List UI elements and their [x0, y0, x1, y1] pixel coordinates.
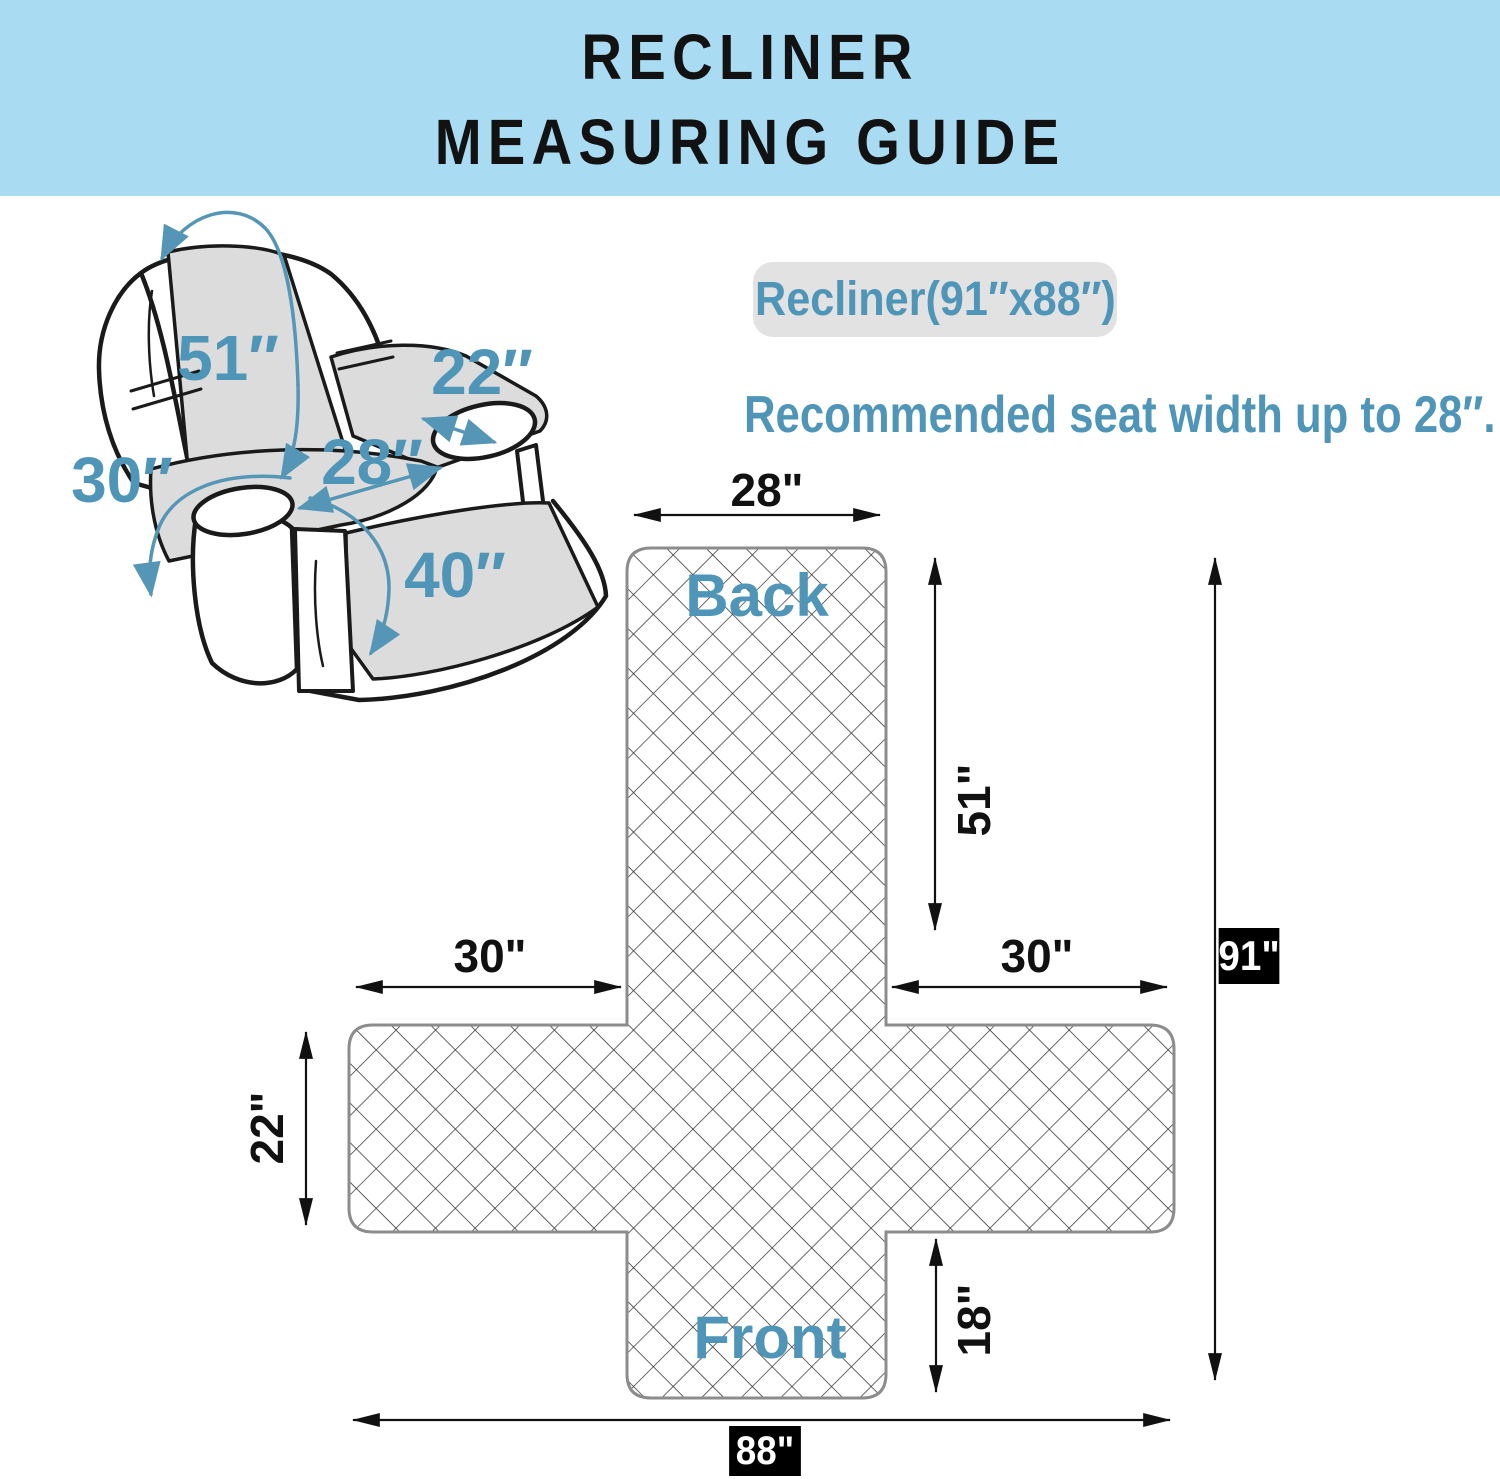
size-pill [753, 262, 1117, 337]
total-width-badge: 88" [729, 1426, 801, 1476]
page-title-line1: RECLINER [581, 21, 919, 93]
top-width-label: 28" [730, 464, 804, 516]
front-zone-label: Front [693, 1304, 847, 1371]
back-zone-label: Back [685, 562, 829, 629]
back-height-label: 51" [948, 763, 1000, 837]
chair-left-arm-body [193, 512, 297, 683]
arm-height-label: 22" [241, 1091, 293, 1165]
chair-arm-top-width-label: 22″ [431, 336, 533, 408]
chair-side-drop-label: 30″ [71, 444, 173, 516]
front-height-label: 18" [948, 1283, 1000, 1357]
chair-seat-width-label: 28″ [321, 426, 423, 498]
left-arm-length-label: 30" [453, 930, 527, 982]
size-pill-label: Recliner(91″x88″) [754, 272, 1116, 326]
page-title-line2: MEASURING GUIDE [434, 106, 1066, 178]
chair-seat-to-footrest-label: 40″ [404, 539, 506, 611]
total-height-badge: 91" [1219, 928, 1280, 984]
chair-back-length-label: 51″ [177, 322, 279, 394]
right-arm-length-label: 30" [1000, 930, 1074, 982]
recommendation-text: Recommended seat width up to 28″. [744, 386, 1496, 444]
